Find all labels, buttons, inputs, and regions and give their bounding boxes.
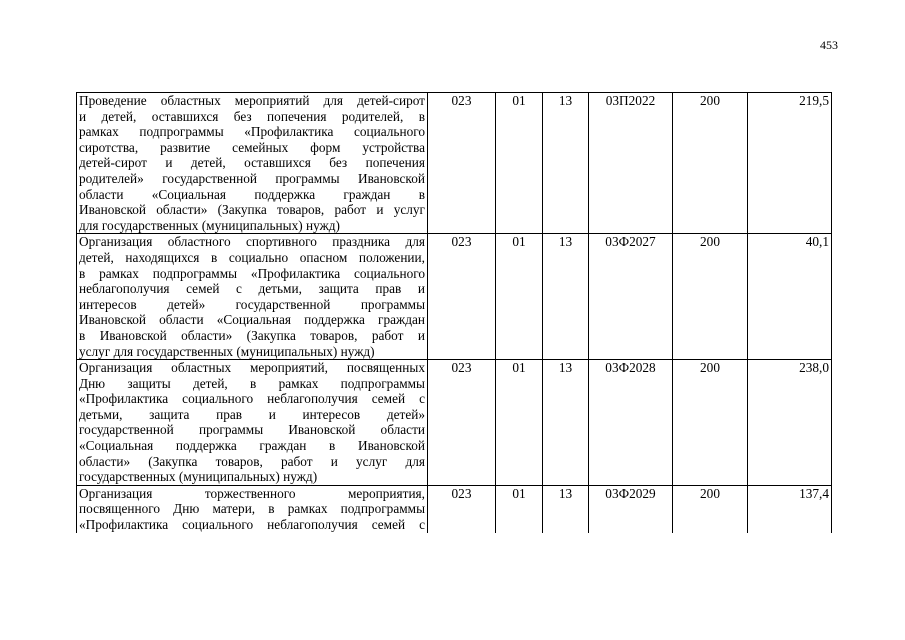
description-line: детей, находящихся в социально опасном положении, (79, 249, 425, 265)
budget-table (76, 92, 832, 533)
section-code: 01 (496, 234, 543, 360)
description-line: родителей» государственной программы Ивановской (79, 170, 425, 186)
section-code: 01 (496, 93, 543, 234)
table-row (77, 93, 832, 234)
subsection-code: 13 (543, 234, 589, 360)
amount-value: 238,0 (748, 360, 832, 486)
expense-kind-code: 200 (673, 485, 748, 532)
description-line: Дню защиты детей, в рамках подпрограммы (79, 375, 425, 391)
description-line: детьми, защита прав и интересов детей» (79, 406, 425, 422)
description-line: Организация областного спортивного праздника для (79, 234, 425, 250)
description-line: Ивановской области» (Закупка товаров, работ и услуг (79, 202, 425, 218)
expense-kind-code: 200 (673, 360, 748, 486)
section-code: 01 (496, 360, 543, 486)
page-number: 453 (820, 38, 838, 52)
target-code: 03Ф2028 (589, 360, 673, 486)
admin-code: 023 (428, 485, 496, 532)
description-line: Проведение областных мероприятий для детей-сирот (79, 93, 425, 108)
description-line: «Социальная поддержка граждан в Ивановской (79, 438, 425, 454)
description-line: сиротства, развитие семейных форм устройства (79, 139, 425, 155)
description-line: государственной программы Ивановской области (79, 422, 425, 438)
description-line: детей-сирот и детей, оставшихся без попечения (79, 155, 425, 171)
description-line: интересов детей» государственной программы (79, 296, 425, 312)
amount-value: 137,4 (748, 485, 832, 532)
description-line: для государственных (муниципальных) нужд) (79, 217, 340, 233)
description-line: в рамках подпрограммы «Профилактика социального (79, 265, 425, 281)
subsection-code: 13 (543, 93, 589, 234)
table-row (77, 485, 832, 532)
description-line: Организация торжественного мероприятия, (79, 485, 425, 501)
table-row (77, 360, 832, 486)
amount-value: 219,5 (748, 93, 832, 234)
description-line: «Профилактика социального неблагополучия семей с (79, 517, 425, 533)
amount-value: 40,1 (748, 234, 832, 360)
description-line: посвященного Дню матери, в рамках подпрограммы (79, 501, 425, 517)
description-line: Ивановской области «Социальная поддержка граждан (79, 312, 425, 328)
description-line: неблагополучия семей с детьми, защита прав и (79, 281, 425, 297)
target-code: 03П2022 (589, 93, 673, 234)
expense-kind-code: 200 (673, 234, 748, 360)
description-line: области «Социальная поддержка граждан в (79, 186, 425, 202)
target-code: 03Ф2029 (589, 485, 673, 532)
description-line: рамках подпрограммы «Профилактика социального (79, 124, 425, 140)
row-description (77, 93, 428, 234)
description-line: государственных (муниципальных) нужд) (79, 469, 318, 485)
admin-code: 023 (428, 93, 496, 234)
table-row (77, 234, 832, 360)
description-line: Организация областных мероприятий, посвященных (79, 360, 425, 376)
admin-code: 023 (428, 360, 496, 486)
target-code: 03Ф2027 (589, 234, 673, 360)
section-code: 01 (496, 485, 543, 532)
description-line: в Ивановской области» (Закупка товаров, работ и (79, 327, 425, 343)
row-description (77, 234, 428, 360)
row-description (77, 360, 428, 486)
subsection-code: 13 (543, 360, 589, 486)
admin-code: 023 (428, 234, 496, 360)
description-line: «Профилактика социального неблагополучия семей с (79, 391, 425, 407)
description-line: и детей, оставшихся без попечения родителей, в (79, 108, 425, 124)
row-description (77, 485, 428, 532)
subsection-code: 13 (543, 485, 589, 532)
description-line: услуг для государственных (муниципальных) нужд) (79, 343, 375, 359)
description-line: области» (Закупка товаров, работ и услуг для (79, 453, 425, 469)
expense-kind-code: 200 (673, 93, 748, 234)
